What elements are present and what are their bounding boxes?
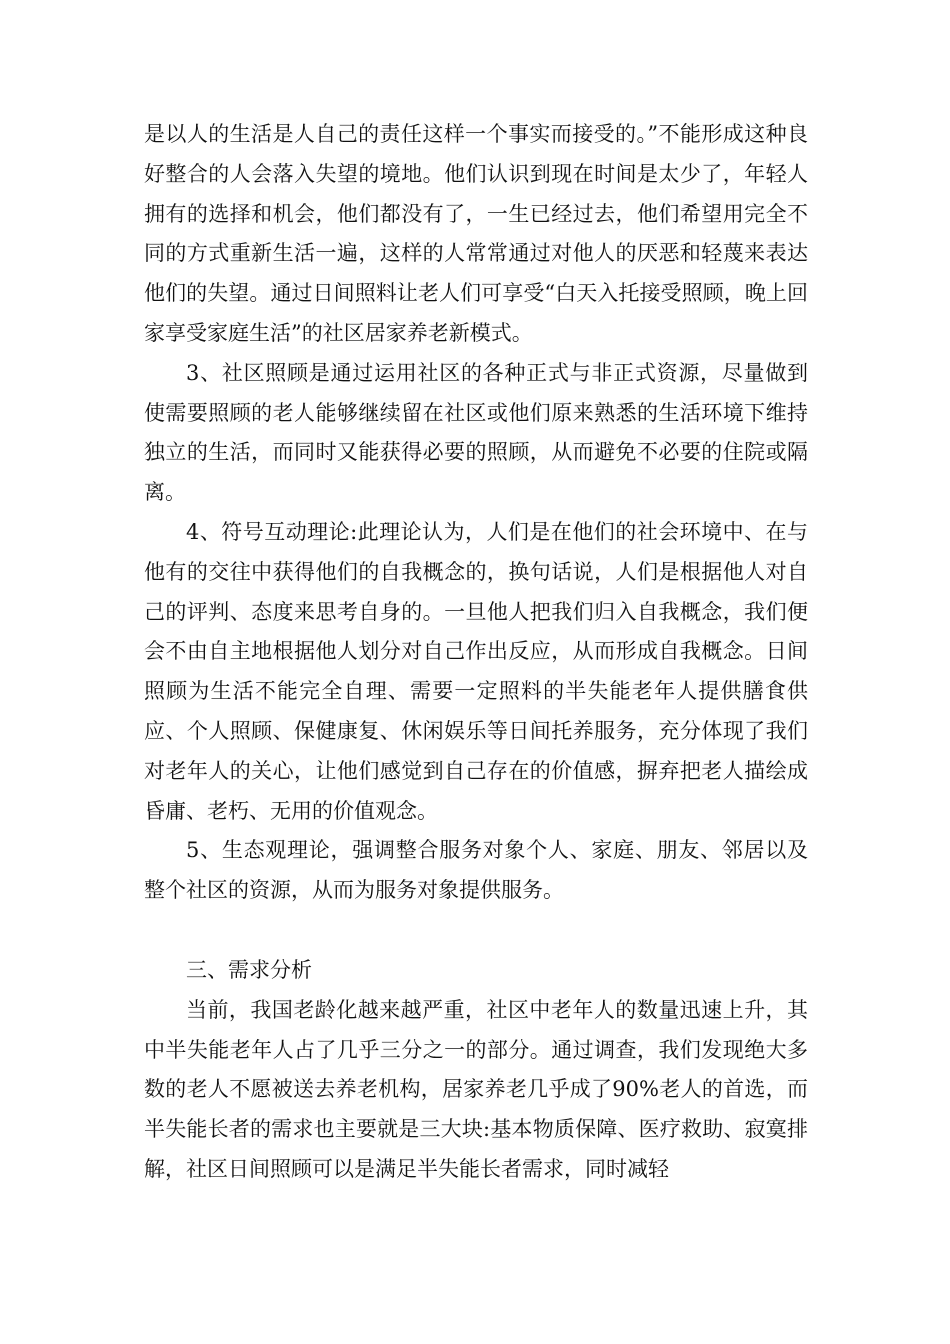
- section-spacer: [144, 911, 808, 951]
- paragraph-needs-analysis: 当前，我国老龄化越来越严重，社区中老年人的数量迅速上升，其中半失能老年人占了几乎三分之一的部分。通过调查，我们发现绝大多数的老人不愿被送去养老机构，居家养老几乎成了90%老人的首选，而半失能长者的需求也主要就是三大块:基本物质保障、医疗救助、寂寞排解，社区日间照顾可以是满足半失能长者需求，同时减轻: [144, 997, 808, 1181]
- paragraph-ecological-theory: 5、生态观理论，强调整合服务对象个人、家庭、朋友、邻居以及整个社区的资源，从而为服务对象提供服务。: [144, 838, 808, 903]
- paragraph-continuation: 是以人的生活是人自己的责任这样一个事实而接受的。”不能形成这种良好整合的人会落入失望的境地。他们认识到现在时间是太少了，年轻人拥有的选择和机会，他们都没有了，一生已经过去，他们希望用完全不同的方式重新生活一遍，这样的人常常通过对他人的厌恶和轻蔑来表达他们的失望。通过日间照料让老人们可享受“白天入托接受照顾，晚上回家享受家庭生活”的社区居家养老新模式。: [144, 122, 808, 345]
- section-heading: 三、需求分析: [186, 957, 312, 982]
- paragraph-community-care: 3、社区照顾是通过运用社区的各种正式与非正式资源，尽量做到使需要照顾的老人能够继续留在社区或他们原来熟悉的生活环境下维持独立的生活，而同时又能获得必要的照顾，从而避免不必要的住院或隔离。: [144, 360, 808, 505]
- body-text: [144, 115, 808, 1190]
- paragraph-symbolic-interaction: 4、符号互动理论:此理论认为，人们是在他们的社会环境中、在与他有的交往中获得他们的自我概念的，换句话说，人们是根据他人对自己的评判、态度来思考自身的。一旦他人把我们归入自我概念，我们便会不由自主地根据他人划分对自己作出反应，从而形成自我概念。日间照顾为生活不能完全自理、需要一定照料的半失能老年人提供膳食供应、个人照顾、保健康复、休闲娱乐等日间托养服务，充分体现了我们对老年人的关心，让他们感觉到自己存在的价值感，摒弃把老人描绘成昏庸、老朽、无用的价值观念。: [144, 519, 808, 823]
